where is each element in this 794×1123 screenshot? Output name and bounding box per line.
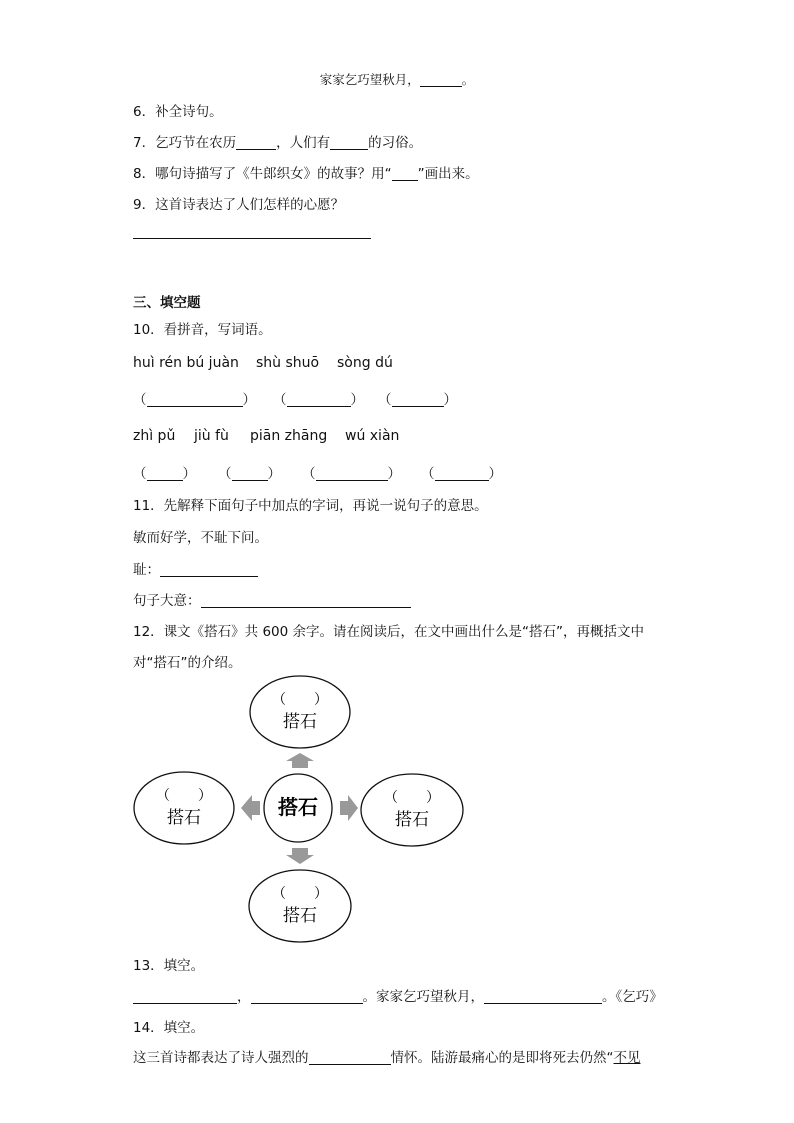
q14-text: 这三首诗都表达了诗人强烈的 xyxy=(133,1050,309,1066)
question-12-line-2: 对“搭石”的介绍。 xyxy=(133,655,242,671)
poem-line xyxy=(0,70,794,88)
blank xyxy=(232,466,268,481)
q7-text: 7．乞巧节在农历 xyxy=(133,135,237,151)
blank[interactable] xyxy=(420,72,462,87)
paren-open: （ xyxy=(378,392,392,408)
blank xyxy=(147,466,183,481)
q14-fill-line xyxy=(133,1046,641,1066)
pinyin-row-2 xyxy=(0,428,794,448)
question-12-line-1: 12．课文《搭石》共 600 余字。请在阅读后，在文中画出什么是“搭石”，再概括文中 xyxy=(133,624,645,640)
paren-open: （ xyxy=(421,466,435,482)
stone-diagram xyxy=(120,670,480,950)
q8-text: 8．哪句诗描写了《牛郎织女》的故事？用“ xyxy=(133,166,392,182)
blank[interactable] xyxy=(484,989,602,1004)
q7-text: 的习俗。 xyxy=(368,135,423,151)
pinyin-item: sòng dú xyxy=(337,355,393,371)
q13-end: 。《乞巧》 xyxy=(602,989,663,1005)
pinyin-item: jiù fù xyxy=(194,428,229,444)
paren-open: （ xyxy=(133,392,147,408)
bottom-node-paren: （ ） xyxy=(272,886,328,902)
blank[interactable] xyxy=(251,989,363,1004)
center-node-label: 搭石 xyxy=(278,795,318,819)
paren-close: ） xyxy=(350,392,364,408)
poem-text: 家家乞巧望秋月， xyxy=(319,72,420,87)
section-heading: 三、填空题 xyxy=(133,295,201,311)
answer-row-2 xyxy=(0,462,794,482)
answer-line[interactable] xyxy=(133,238,371,239)
q13-mid: 。家家乞巧望秋月， xyxy=(362,989,484,1005)
answer-box[interactable] xyxy=(133,388,256,408)
blank[interactable] xyxy=(160,562,258,577)
blank[interactable] xyxy=(201,593,411,608)
blank xyxy=(147,392,243,407)
top-node-paren: （ ） xyxy=(272,692,328,708)
q14-text: 情怀。陆游最痛心的是即将死去仍然“ xyxy=(390,1050,614,1066)
left-node-paren: （ ） xyxy=(156,788,212,804)
paren-close: ） xyxy=(182,466,196,482)
right-node-label: 搭石 xyxy=(395,810,429,830)
pinyin-item: wú xiàn xyxy=(345,428,400,444)
blank xyxy=(316,466,388,481)
blank[interactable] xyxy=(236,135,276,150)
blank[interactable] xyxy=(392,166,418,181)
q11-chi-label: 耻： xyxy=(133,562,160,578)
paren-open: （ xyxy=(218,466,232,482)
paren-close: ） xyxy=(242,392,256,408)
pinyin-item: shù shuō xyxy=(256,355,320,371)
blank[interactable] xyxy=(309,1050,391,1065)
right-node-paren: （ ） xyxy=(384,790,440,806)
answer-row-1 xyxy=(0,388,794,408)
pinyin-item: zhì pǔ xyxy=(133,428,176,444)
question-10: 10．看拼音，写词语。 xyxy=(133,322,272,338)
q7-text: ，人们有 xyxy=(276,135,331,151)
top-node-label: 搭石 xyxy=(283,712,317,732)
question-6: 6．补全诗句。 xyxy=(133,104,223,120)
paren-close: ） xyxy=(488,466,502,482)
q11-meaning xyxy=(133,589,411,609)
blank xyxy=(435,466,489,481)
paren-close: ） xyxy=(267,466,281,482)
paren-open: （ xyxy=(133,466,147,482)
question-13: 13．填空。 xyxy=(133,958,205,974)
arrow-down-icon xyxy=(286,848,314,864)
pinyin-item: piān zhāng xyxy=(250,428,328,444)
arrow-up-icon xyxy=(286,753,314,768)
answer-box[interactable] xyxy=(302,462,401,482)
question-14: 14．填空。 xyxy=(133,1020,205,1036)
poem-end: 。 xyxy=(461,72,475,87)
q8-text: ”画出来。 xyxy=(417,166,479,182)
answer-box[interactable] xyxy=(378,388,457,408)
answer-box[interactable] xyxy=(421,462,502,482)
paren-close: ） xyxy=(387,466,401,482)
bottom-node-label: 搭石 xyxy=(283,906,317,926)
blank xyxy=(392,392,444,407)
paren-open: （ xyxy=(273,392,287,408)
question-8 xyxy=(133,162,479,182)
q14-underlined-text: 不见 xyxy=(613,1050,641,1066)
answer-box[interactable] xyxy=(218,462,281,482)
question-11: 11．先解释下面句子中加点的字词，再说一说句子的意思。 xyxy=(133,498,488,514)
q11-meaning-label: 句子大意： xyxy=(133,593,201,609)
pinyin-row-1 xyxy=(0,355,794,375)
arrow-right-icon xyxy=(340,795,358,821)
blank xyxy=(287,392,351,407)
q13-sep: ， xyxy=(237,989,251,1005)
question-7 xyxy=(133,131,422,151)
arrow-left-icon xyxy=(241,795,260,821)
question-9: 9．这首诗表达了人们怎样的心愿？ xyxy=(133,197,345,213)
q13-fill-line xyxy=(133,985,663,1005)
blank[interactable] xyxy=(330,135,368,150)
q11-sentence: 敏而好学，不耻下问。 xyxy=(133,530,268,546)
left-node-label: 搭石 xyxy=(167,808,201,828)
answer-box[interactable] xyxy=(273,388,364,408)
paren-open: （ xyxy=(302,466,316,482)
paren-close: ） xyxy=(443,392,457,408)
q11-chi xyxy=(133,558,258,578)
pinyin-item: huì rén bú juàn xyxy=(133,355,239,371)
blank[interactable] xyxy=(133,989,237,1004)
answer-box[interactable] xyxy=(133,462,196,482)
